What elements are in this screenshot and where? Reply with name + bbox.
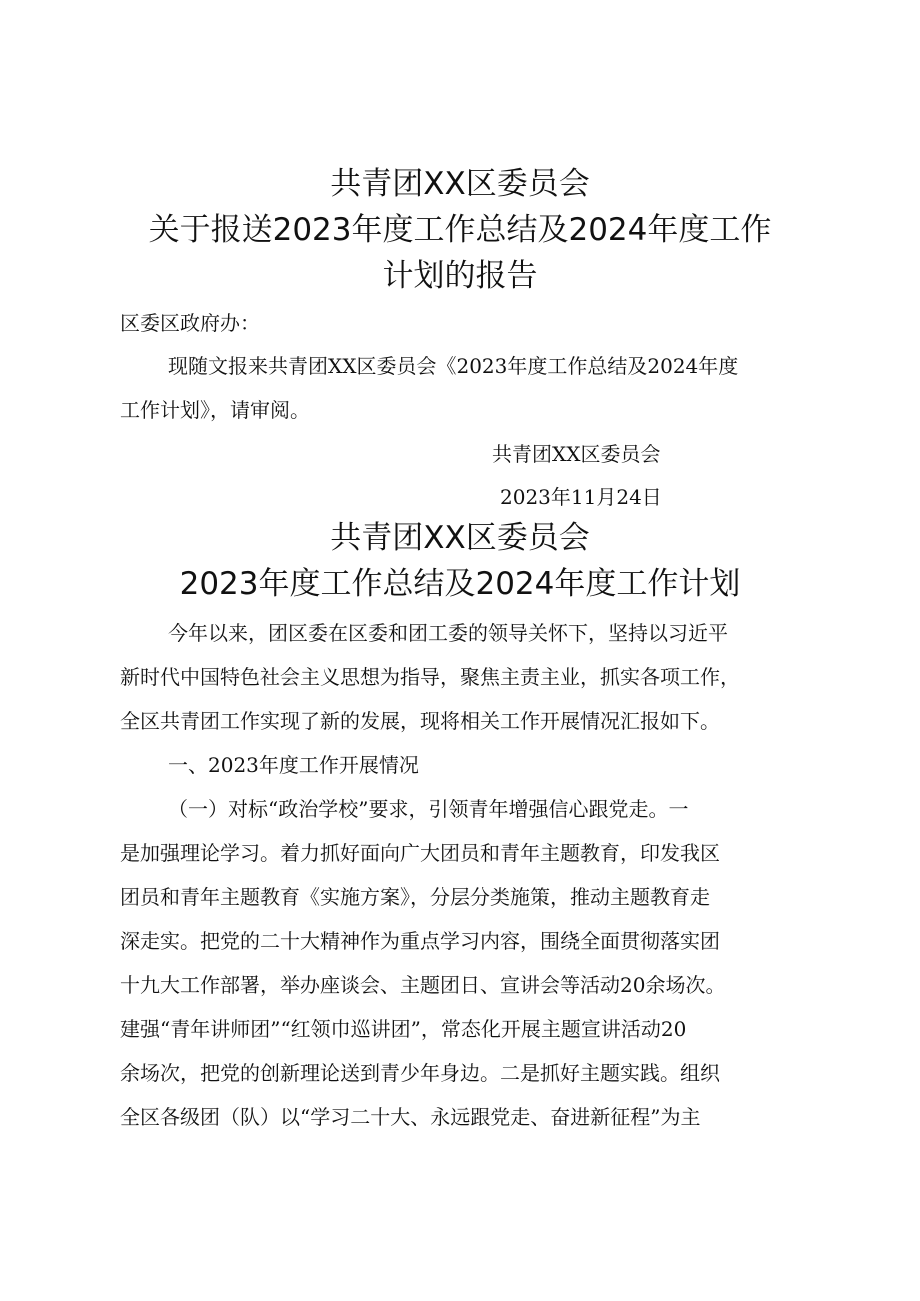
report-title-line-1: 共青团XX区委员会: [330, 166, 590, 202]
report-body-line-1: 现随文报来共青团XX区委员会《2023年度工作总结及2024年度: [168, 354, 739, 378]
summary-line-5: （一）对标“政治学校”要求，引领青年增强信心跟党走。一: [168, 797, 689, 821]
summary-line-7: 团员和青年主题教育《实施方案》，分层分类施策，推动主题教育走: [120, 885, 710, 909]
summary-line-8: 深走实。把党的二十大精神作为重点学习内容，围绕全面贯彻落实团: [120, 929, 720, 953]
report-title-line-3: 计划的报告: [382, 258, 538, 294]
section-heading-1: 一、2023年度工作开展情况: [168, 753, 419, 777]
signature-organization: 共青团XX区委员会: [492, 442, 661, 466]
salutation: 区委区政府办：: [120, 311, 260, 335]
summary-line-6: 是加强理论学习。着力抓好面向广大团员和青年主题教育，印发我区: [120, 841, 720, 865]
summary-line-9: 十九大工作部署，举办座谈会、主题团日、宣讲会等活动20余场次。: [120, 973, 726, 997]
summary-line-3: 全区共青团工作实现了新的发展，现将相关工作开展情况汇报如下。: [120, 709, 720, 733]
report-body-line-2: 工作计划》，请审阅。: [120, 398, 310, 422]
summary-line-1: 今年以来，团区委在区委和团工委的领导关怀下，坚持以习近平: [168, 621, 728, 645]
summary-title-line-1: 共青团XX区委员会: [330, 520, 590, 556]
report-title-line-2: 关于报送2023年度工作总结及2024年度工作: [148, 212, 772, 248]
signature-date: 2023年11月24日: [500, 485, 662, 509]
summary-line-10: 建强“青年讲师团”“红领巾巡讲团”，常态化开展主题宣讲活动20: [120, 1017, 687, 1041]
summary-line-12: 全区各级团（队）以“学习二十大、永远跟党走、奋进新征程”为主: [120, 1105, 701, 1129]
summary-line-2: 新时代中国特色社会主义思想为指导，聚焦主责主业，抓实各项工作，: [120, 665, 740, 689]
summary-title-line-2: 2023年度工作总结及2024年度工作计划: [179, 566, 741, 602]
summary-line-11: 余场次，把党的创新理论送到青少年身边。二是抓好主题实践。组织: [120, 1061, 720, 1085]
